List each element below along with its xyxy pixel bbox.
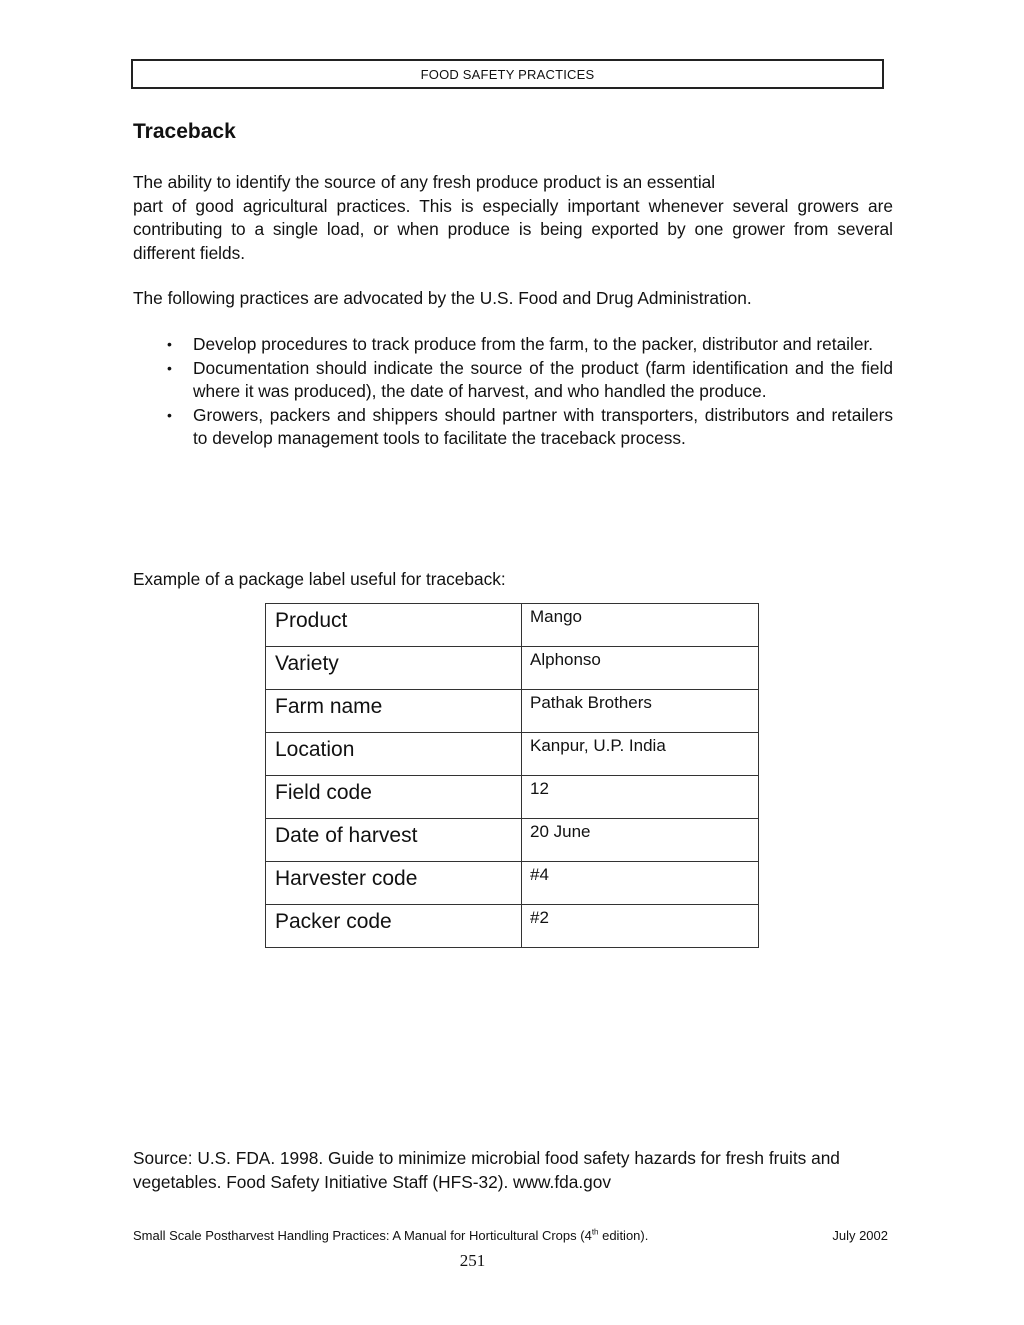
package-label-table (265, 603, 759, 948)
bullet-icon: • (167, 336, 172, 352)
example-caption: Example of a package label useful for traceback: (133, 569, 506, 589)
section-header (131, 59, 884, 89)
intro-paragraph (133, 171, 893, 265)
bullet-icon: • (167, 359, 172, 376)
field-label: Farm name (266, 690, 522, 733)
publication-date: July 2002 (832, 1228, 888, 1243)
field-value: Kanpur, U.P. India (522, 733, 759, 776)
field-value: #4 (522, 862, 759, 905)
table-row (266, 647, 759, 690)
page-title: Traceback (133, 120, 236, 143)
field-value: 12 (522, 776, 759, 819)
advocated-paragraph: The following practices are advocated by the U.S. Food and Drug Administration. (133, 288, 752, 308)
table-row (266, 690, 759, 733)
table-row (266, 776, 759, 819)
page-footer (133, 1228, 888, 1243)
field-label: Product (266, 604, 522, 647)
bullet-icon: • (167, 406, 172, 423)
field-label: Date of harvest (266, 819, 522, 862)
source-citation: Source: U.S. FDA. 1998. Guide to minimize microbial food safety hazards for fresh fruits and vegetables. Food Safety Initiative Staff (HFS-32). www.fda.gov (133, 1148, 840, 1192)
field-label: Harvester code (266, 862, 522, 905)
field-label: Location (266, 733, 522, 776)
field-label: Variety (266, 647, 522, 690)
table-row (266, 905, 759, 948)
list-item: • Documentation should indicate the source of the product (farm identification and the field where it was produced), the date of harvest, and who handled the produce. (167, 357, 893, 401)
list-item: • Develop procedures to track produce from the farm, to the packer, distributor and retailer. (160, 333, 893, 357)
table-row (266, 862, 759, 905)
table-row (266, 604, 759, 647)
field-value: Alphonso (522, 647, 759, 690)
field-label: Packer code (266, 905, 522, 948)
table-row (266, 819, 759, 862)
intro-line-1: The ability to identify the source of any fresh produce product is an essential (133, 172, 716, 192)
list-item: • Growers, packers and shippers should partner with transporters, distributors and retailers to develop management tools to facilitate the traceback process. (167, 404, 893, 448)
section-header-text: FOOD SAFETY PRACTICES (420, 67, 595, 82)
field-value: 20 June (522, 819, 759, 862)
book-title: Small Scale Postharvest Handling Practices: A Manual for Horticultural Crops (4th edition). (133, 1228, 649, 1244)
field-value: Pathak Brothers (522, 690, 759, 733)
page-number: 251 (459, 1251, 486, 1270)
field-value: #2 (522, 905, 759, 948)
practices-list (160, 333, 893, 451)
field-label: Field code (266, 776, 522, 819)
table-row (266, 733, 759, 776)
intro-rest: part of good agricultural practices. This is especially important whenever several growers are contributing to a single load, or when produce is being exported by one grower from several different fields. (133, 195, 893, 263)
field-value: Mango (522, 604, 759, 647)
